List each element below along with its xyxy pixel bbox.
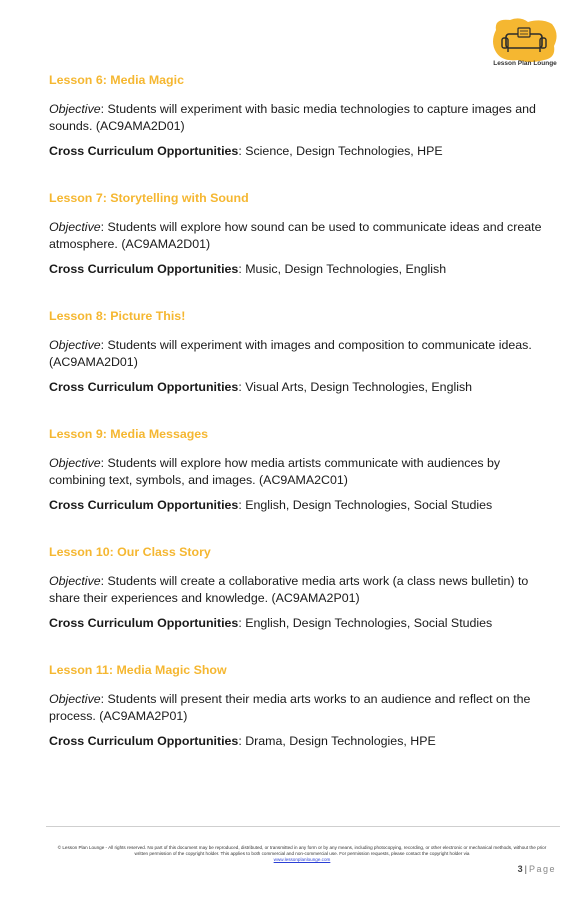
- cross-curriculum-label: Cross Curriculum Opportunities: [49, 498, 239, 512]
- lesson-title: Lesson 10: Our Class Story: [49, 545, 211, 559]
- lesson-section: [49, 426, 549, 514]
- cross-curriculum-label: Cross Curriculum Opportunities: [49, 144, 239, 158]
- cross-curriculum-text: : Drama, Design Technologies, HPE: [238, 734, 436, 748]
- objective-label: Objective: [49, 102, 101, 116]
- cross-curriculum-label: Cross Curriculum Opportunities: [49, 734, 239, 748]
- objective-text: : Students will create a collaborative media arts work (a class news bulletin) to share their experiences and knowledge. (AC9AMA2P01): [49, 574, 529, 605]
- objective-label: Objective: [49, 692, 101, 706]
- cross-curriculum: [49, 733, 549, 750]
- lesson-objective: [49, 219, 549, 253]
- copyright-text: © Lesson Plan Lounge - All rights reserved. No part of this document may be reproduced, distributed, or transmitted in any form or by any means, including photocopying, recording, or other electronic or mechanical methods, without the prior written permission of the copyright holder. This applies to both commercial and non-commercial use. For permission requests, please contact the copyright holder via: [57, 845, 547, 856]
- website-link[interactable]: www.lessonplanlounge.com: [273, 857, 331, 862]
- lesson-objective: [49, 691, 549, 725]
- lesson-section: [49, 190, 549, 278]
- lesson-section: [49, 544, 549, 632]
- footer-copyright: [52, 845, 552, 863]
- page-number-value: 3: [517, 864, 523, 874]
- lesson-title: Lesson 11: Media Magic Show: [49, 663, 227, 677]
- lesson-objective: [49, 101, 549, 135]
- cross-curriculum: [49, 497, 549, 514]
- cross-curriculum-text: : English, Design Technologies, Social Studies: [238, 616, 493, 630]
- objective-label: Objective: [49, 338, 101, 352]
- page-number: [518, 864, 556, 874]
- objective-text: : Students will explore how media artists communicate with audiences by combining text, symbols, and images. (AC9AMA2C01): [49, 456, 501, 487]
- cross-curriculum: [49, 379, 549, 396]
- cross-curriculum-text: : Music, Design Technologies, English: [238, 262, 447, 276]
- cross-curriculum-text: : English, Design Technologies, Social Studies: [238, 498, 493, 512]
- page-separator: |: [524, 864, 527, 874]
- cross-curriculum-label: Cross Curriculum Opportunities: [49, 380, 239, 394]
- cross-curriculum: [49, 615, 549, 632]
- lesson-list: [49, 72, 549, 780]
- lesson-section: [49, 72, 549, 160]
- cross-curriculum-label: Cross Curriculum Opportunities: [49, 616, 239, 630]
- logo-caption: Lesson Plan Lounge: [493, 60, 557, 67]
- cross-curriculum-text: : Science, Design Technologies, HPE: [238, 144, 443, 158]
- objective-label: Objective: [49, 456, 101, 470]
- objective-text: : Students will explore how sound can be used to communicate ideas and create atmosphere. (AC9AMA2D01): [49, 220, 542, 251]
- lesson-section: [49, 662, 549, 750]
- cross-curriculum-label: Cross Curriculum Opportunities: [49, 262, 239, 276]
- lesson-title: Lesson 8: Picture This!: [49, 309, 186, 323]
- objective-text: : Students will experiment with images and composition to communicate ideas. (AC9AMA2D01): [49, 338, 532, 369]
- objective-text: : Students will experiment with basic media technologies to capture images and sounds. (AC9AMA2D01): [49, 102, 536, 133]
- cross-curriculum-text: : Visual Arts, Design Technologies, English: [238, 380, 473, 394]
- lesson-section: [49, 308, 549, 396]
- objective-label: Objective: [49, 220, 101, 234]
- cross-curriculum: [49, 143, 549, 160]
- lesson-objective: [49, 573, 549, 607]
- lesson-objective: [49, 455, 549, 489]
- lesson-title: Lesson 7: Storytelling with Sound: [49, 191, 249, 205]
- page-word: Page: [528, 864, 556, 874]
- lesson-objective: [49, 337, 549, 371]
- lesson-title: Lesson 9: Media Messages: [49, 427, 209, 441]
- objective-label: Objective: [49, 574, 101, 588]
- objective-text: : Students will present their media arts works to an audience and reflect on the process. (AC9AMA2P01): [49, 692, 531, 723]
- cross-curriculum: [49, 261, 549, 278]
- footer-divider: [46, 826, 560, 827]
- lesson-title: Lesson 6: Media Magic: [49, 73, 184, 87]
